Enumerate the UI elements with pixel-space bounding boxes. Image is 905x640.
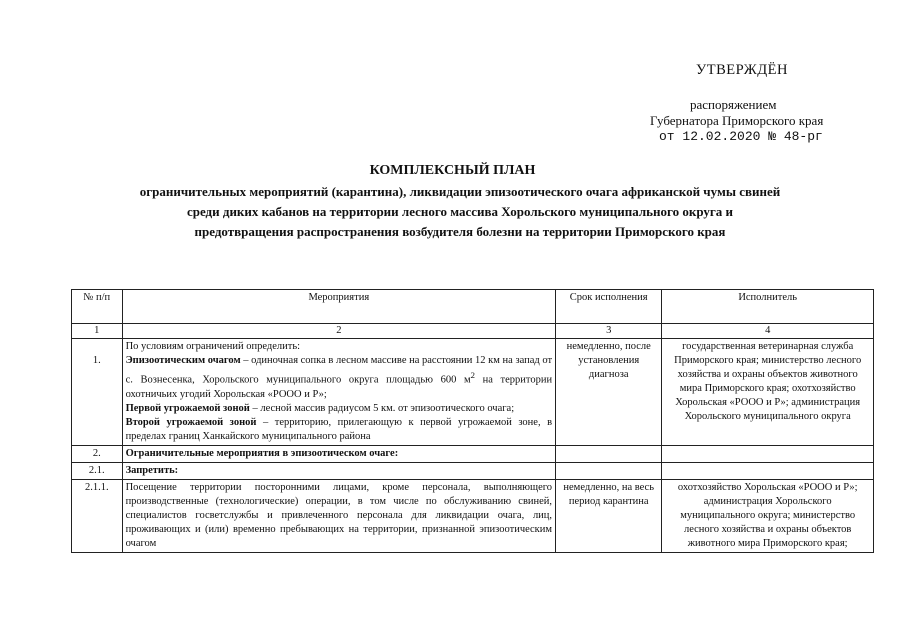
header-number: № п/п <box>72 290 123 324</box>
header-executor: Исполнитель <box>662 290 874 324</box>
approval-date-number: от 12.02.2020 № 48-рг <box>659 129 823 144</box>
row-number: 2.1.1. <box>72 479 123 552</box>
plan-subtitle-line-1: ограничительных мероприятий (карантина), ликвидации эпизоотического очага африканской чумы свиней <box>139 184 781 199</box>
row-term <box>556 462 662 479</box>
row-measure <box>122 339 556 446</box>
row-term <box>556 445 662 462</box>
header-measures: Мероприятия <box>122 290 556 324</box>
table-header-row <box>72 290 874 324</box>
column-number-row <box>72 324 874 339</box>
plan-table <box>71 289 874 553</box>
table-row <box>72 462 874 479</box>
approval-line-1: распоряжением <box>690 97 777 112</box>
zone-first: Первой угрожаемой зоной – лесной массив радиусом 5 км. от эпизоотического очага; <box>125 402 515 414</box>
row-number: 2.1. <box>72 462 123 479</box>
col-number-2: 2 <box>122 324 556 339</box>
row-intro: По условиям ограничений определить: <box>125 341 301 352</box>
table-row <box>72 445 874 462</box>
approval-title: УТВЕРЖДЁН <box>696 62 788 78</box>
row-executor <box>662 462 874 479</box>
row-term: немедленно, после установления диагноза <box>556 339 662 446</box>
table-row <box>72 479 874 552</box>
approval-line-2: Губернатора Приморского края <box>650 113 824 128</box>
row-measure: Посещение территории посторонними лицами, кроме персонала, выполняющего производственные (технологические) операции, в том числе по обслуживанию свиней, специалистов госветслужбы и привлеченного персонала для ликвидации очага, лиц, проживающих и (или) временно пребывающих на территории, признанной эпизоотическим очагом <box>122 479 556 552</box>
approval-block <box>0 0 905 150</box>
col-number-3: 3 <box>556 324 662 339</box>
row-term: немедленно, на весь период карантина <box>556 479 662 552</box>
plan-subtitle-line-2: среди диких кабанов на территории лесного массива Хорольского муниципального округа и <box>186 204 734 219</box>
zone-focus: Эпизоотическим очагом – одиночная сопка в лесном массиве на расстоянии 12 км на запад от с. Вознесенка, Хорольского муниципального округа площадью 600 $м^2$ на территории охотничьих угодий Хорольская «РООО и Р»; <box>125 355 553 400</box>
row-number: 2. <box>72 445 123 462</box>
col-number-4: 4 <box>662 324 874 339</box>
row-executor: государственная ветеринарная служба Приморского края; министерство лесного хозяйства и охраны объектов животного мира Приморского края; охотхозяйство Хорольская «РООО и Р»; администрация Хорольского муниципального округа <box>662 339 874 446</box>
row-measure: Запретить: <box>122 462 556 479</box>
plan-subtitle <box>100 182 820 242</box>
row-number: 1. <box>72 339 123 446</box>
plan-subtitle-line-3: предотвращения распространения возбудителя болезни на территории Приморского края <box>194 224 726 239</box>
row-executor: охотхозяйство Хорольская «РООО и Р»; администрация Хорольского муниципального округа; министерство лесного хозяйства и охраны объектов животного мира Приморского края; <box>662 479 874 552</box>
plan-title: КОМПЛЕКСНЫЙ ПЛАН <box>369 163 536 178</box>
row-measure: Ограничительные мероприятия в эпизоотическом очаге: <box>122 445 556 462</box>
row-executor <box>662 445 874 462</box>
col-number-1: 1 <box>72 324 123 339</box>
table-row <box>72 339 874 446</box>
zone-second: Второй угрожаемой зоной – территорию, прилегающую к первой угрожаемой зоне, в пределах границ Ханкайского муниципального района <box>125 416 553 442</box>
header-term: Срок исполнения <box>556 290 662 324</box>
